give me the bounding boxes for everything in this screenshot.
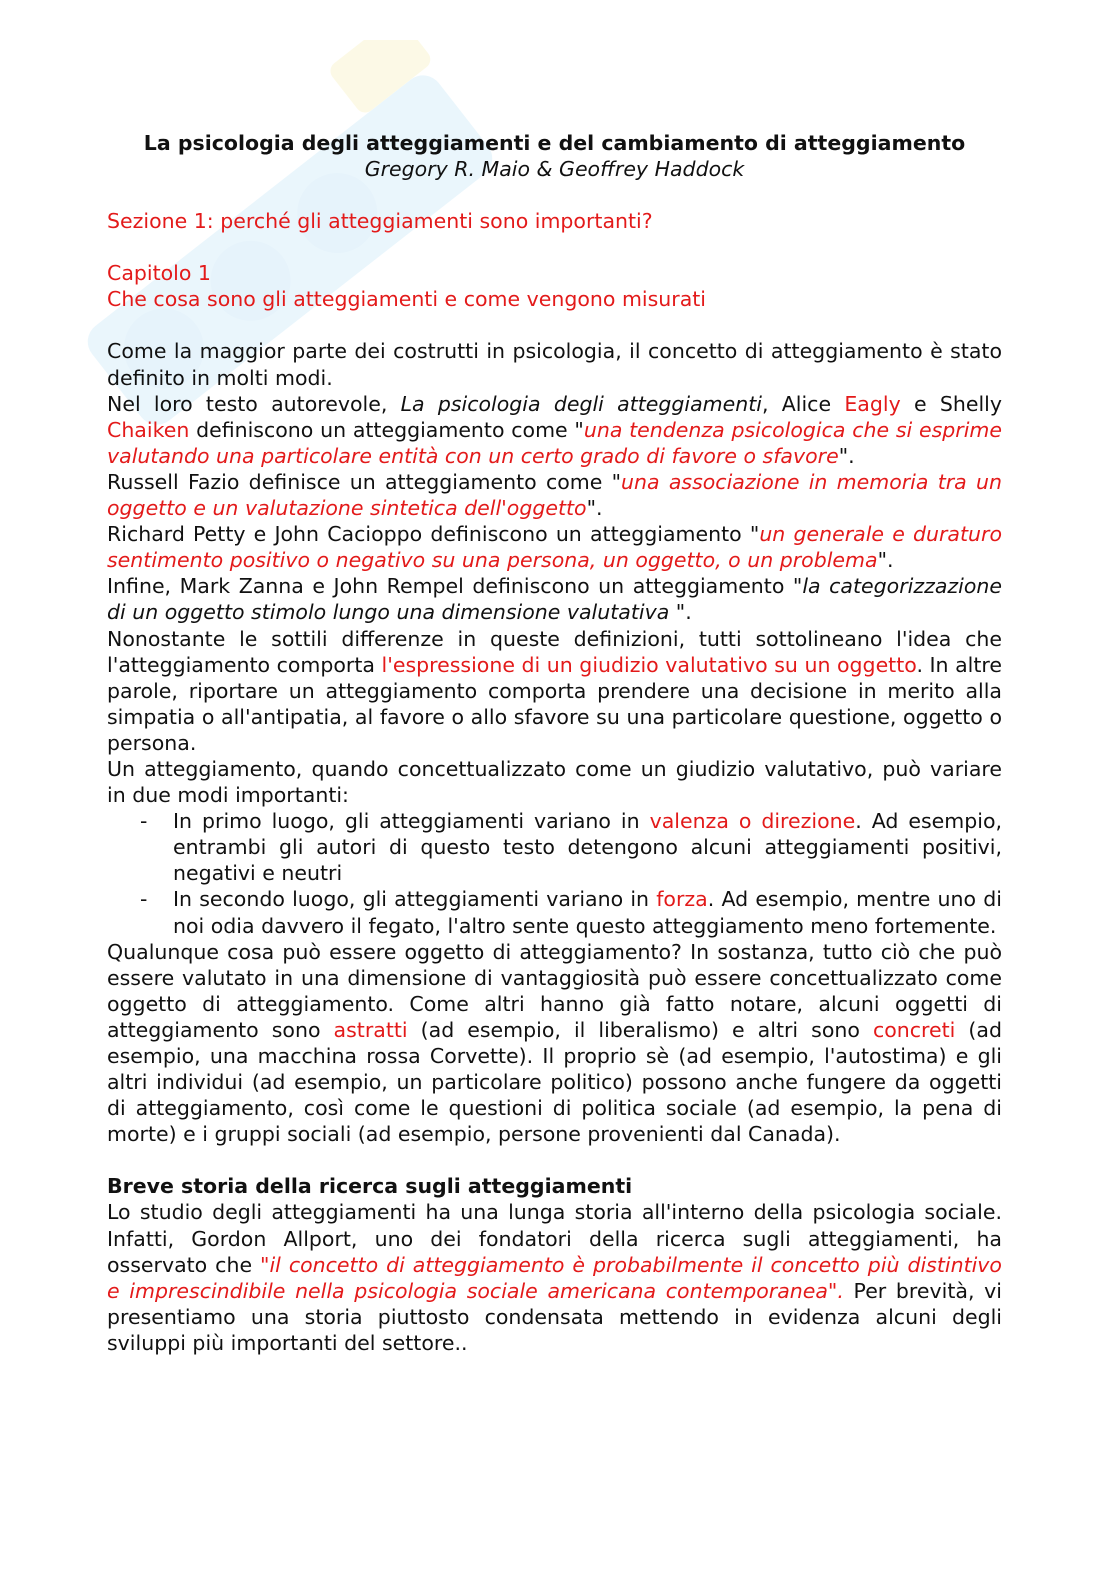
paragraph-7: Un atteggiamento, quando concettualizzato come un giudizio valutativo, può variare in due modi importanti: bbox=[107, 756, 1002, 808]
paragraph-9: Lo studio degli atteggiamenti ha una lunga storia all'interno della psicologia sociale. Infatti, Gordon Allport, uno dei fondatori della ricerca sugli atteggiamenti, ha osservato che "il concetto di atteggiamento è probabilmente il concetto più distintivo e imprescindibile nella psicologia sociale americana contemporanea". Per brevità, vi presentiamo una storia piuttosto condensata mettendo in evidenza alcuni degli sviluppi più importanti del settore.. bbox=[107, 1200, 1002, 1355]
section-heading: Sezione 1: perché gli atteggiamenti sono importanti? bbox=[107, 209, 653, 234]
paragraph-3: Russell Fazio definisce un atteggiamento come "una associazione in memoria tra un oggetto e un valutazione sintetica dell'oggetto". bbox=[107, 469, 1002, 521]
paragraph-4: Richard Petty e John Cacioppo definiscono un atteggiamento "un generale e duraturo sentimento positivo o negativo su una persona, un oggetto, o un problema". bbox=[107, 522, 1002, 573]
title-block bbox=[107, 130, 1002, 182]
subheading: Breve storia della ricerca sugli atteggiamenti bbox=[107, 1174, 633, 1199]
list bbox=[107, 808, 1002, 938]
chapter-title: Che cosa sono gli atteggiamenti e come vengono misurati bbox=[107, 287, 707, 312]
document-page bbox=[107, 130, 1002, 1356]
paragraph-5: Infine, Mark Zanna e John Rempel definiscono un atteggiamento "la categorizzazione di un oggetto stimolo lungo una dimensione valutativa ". bbox=[107, 574, 1002, 625]
paragraph-1: Come la maggior parte dei costrutti in psicologia, il concetto di atteggiamento è stato definito in molti modi. bbox=[107, 339, 1002, 390]
chapter-heading bbox=[107, 260, 1002, 312]
list-item: - In primo luogo, gli atteggiamenti variano in valenza o direzione. Ad esempio, entrambi gli autori di questo testo detengono alcuni atteggiamenti positivi, negativi e neutri bbox=[140, 809, 1003, 886]
paragraph-6: Nonostante le sottili differenze in queste definizioni, tutti sottolineano l'idea che l'atteggiamento comporta l'espressione di un giudizio valutativo su un oggetto. In altre parole, riportare un atteggiamento comporta prendere una decisione in merito alla simpatia o all'antipatia, al favore o allo sfavore su una particolare questione, oggetto o persona. bbox=[107, 626, 1002, 755]
paragraph-2: Nel loro testo autorevole, La psicologia degli atteggiamenti, Alice Eagly e Shelly Chaiken definiscono un atteggiamento come "una tendenza psicologica che si esprime valutando una particolare entità con un certo grado di favore o sfavore". bbox=[107, 391, 1002, 468]
document-title: La psicologia degli atteggiamenti e del cambiamento di atteggiamento bbox=[143, 131, 966, 155]
paragraph-8: Qualunque cosa può essere oggetto di atteggiamento? In sostanza, tutto ciò che può essere valutato in una dimensione di vantaggiosità può essere concettualizzato come oggetto di atteggiamento. Come altri hanno già fatto notare, alcuni oggetti di atteggiamento sono astratti (ad esempio, il liberalismo) e altri sono concreti (ad esempio, una macchina rossa Corvette). Il proprio sè (ad esempio, l'autostima) e gli altri individui (ad esempio, un particolare politico) possono anche fungere da oggetti di atteggiamento, così come le questioni di politica sociale (ad esempio, la pena di morte) e i gruppi sociali (ad esempio, persone provenienti dal Canada). bbox=[107, 939, 1002, 1147]
chapter-number: Capitolo 1 bbox=[107, 261, 211, 286]
list-item: - In secondo luogo, gli atteggiamenti variano in forza. Ad esempio, mentre uno di noi odia davvero il fegato, l'altro sente questo atteggiamento meno fortemente. bbox=[140, 887, 1002, 938]
document-authors: Gregory R. Maio & Geoffrey Haddock bbox=[364, 157, 745, 182]
